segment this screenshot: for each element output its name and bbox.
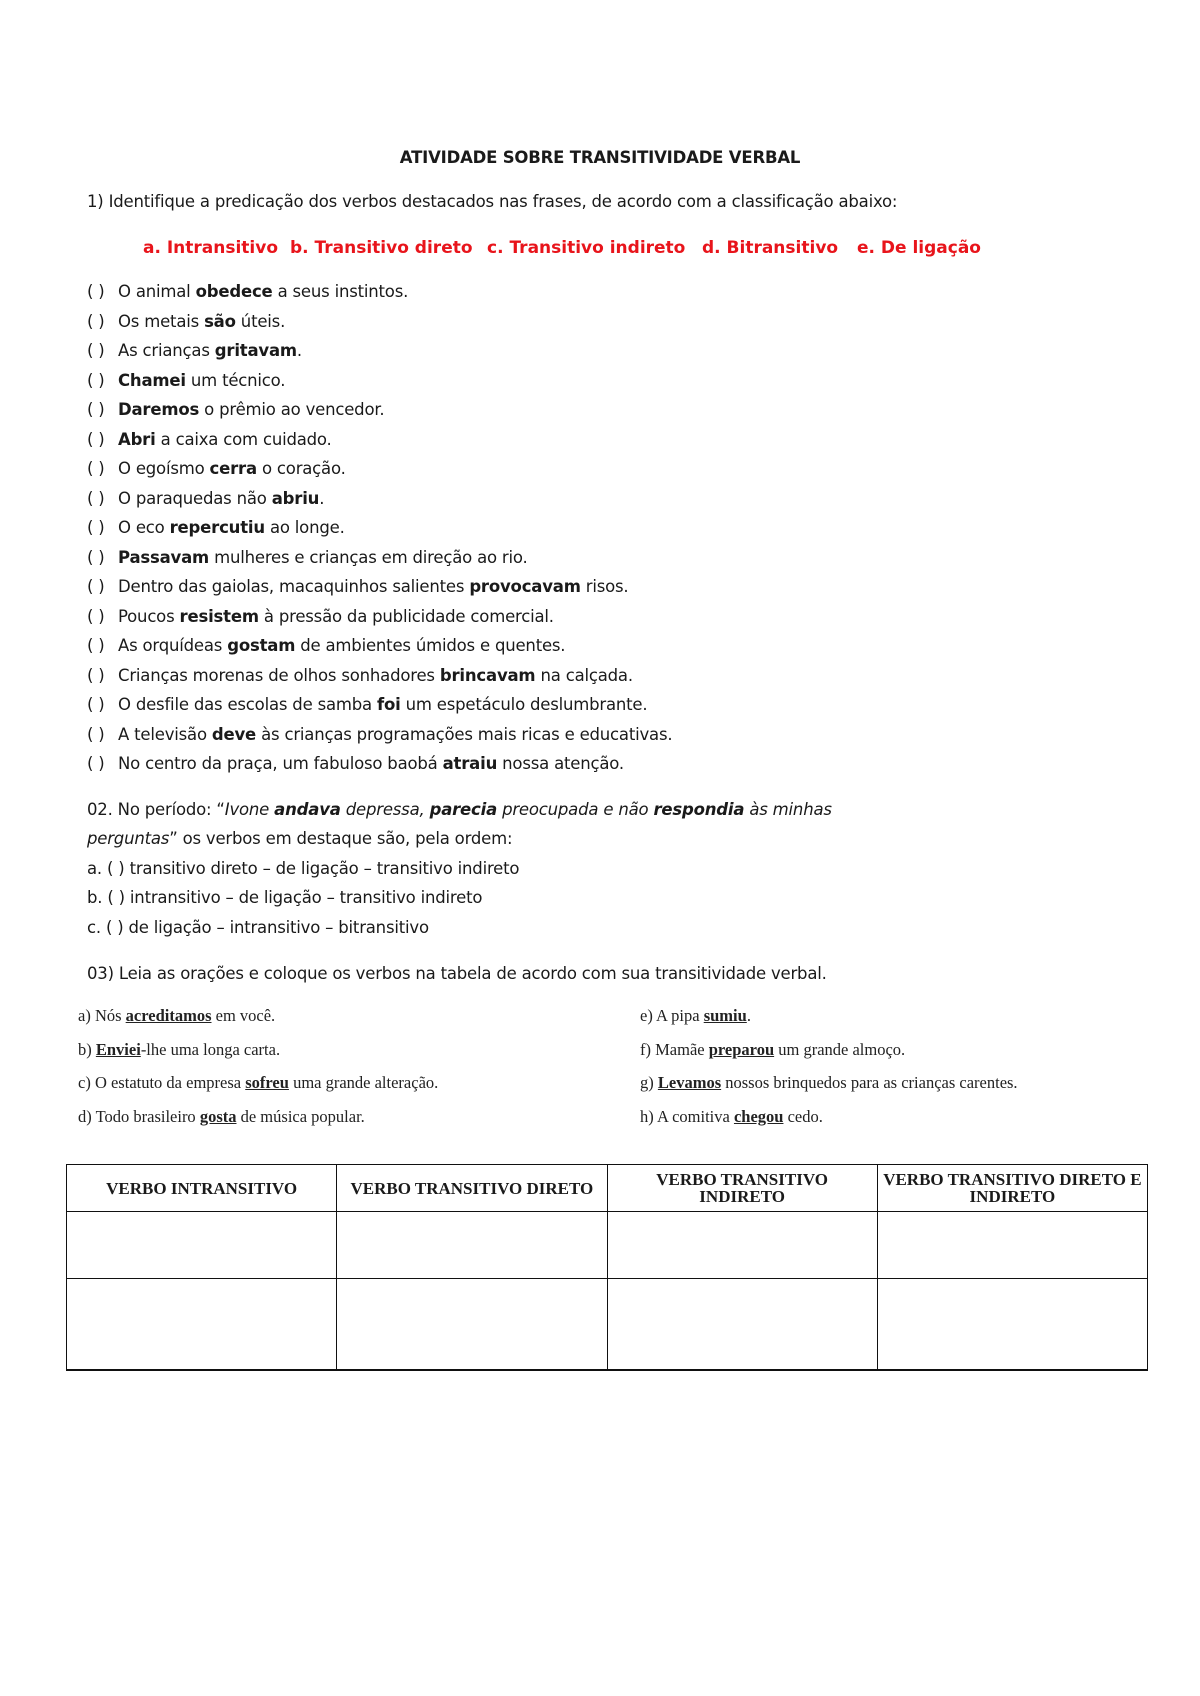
q2-quote-b: depressa, [340, 800, 430, 819]
sentence-text: O animal [118, 282, 196, 301]
table-cell-blank[interactable] [877, 1279, 1147, 1371]
q2-prompt-line1 [87, 800, 832, 819]
sentence-text: b) [78, 1039, 96, 1059]
list-item [87, 459, 346, 478]
sentence-text: úteis. [235, 311, 286, 331]
table-cell-blank[interactable] [337, 1212, 607, 1279]
table-cell-blank[interactable] [877, 1212, 1147, 1279]
sentence-text: uma grande alteração. [288, 1073, 439, 1092]
list-item [87, 371, 285, 390]
sentence-text: de ambientes úmidos e quentes. [295, 636, 566, 655]
header-transitivo-direto-indireto: VERBO TRANSITIVO DIRETO E INDIRETO [877, 1165, 1147, 1212]
list-item [87, 636, 565, 655]
sentence-text: de música popular. [236, 1106, 365, 1126]
q2-quote-e: perguntas [87, 829, 170, 848]
sentence-item [78, 1006, 275, 1026]
sentence-text: . [319, 488, 325, 508]
sentence-text: d) Todo brasileiro [78, 1106, 200, 1126]
highlighted-verb: resistem [179, 606, 259, 626]
table-cell-blank[interactable] [67, 1279, 337, 1371]
answer-blank[interactable]: ( ) [87, 459, 105, 478]
sentence-text: h) A comitiva [640, 1106, 734, 1126]
table-cell-blank[interactable] [67, 1212, 337, 1279]
sentence-text: mulheres e crianças em direção ao rio. [209, 547, 528, 567]
sentence-text: um técnico. [185, 370, 286, 390]
list-item [87, 312, 285, 331]
sentence-text: f) Mamãe [640, 1039, 709, 1059]
q1-prompt: 1) Identifique a predicação dos verbos destacados nas frases, de acordo com a classificação abaixo: [87, 192, 898, 211]
sentence-text: à pressão da publicidade comercial. [258, 606, 554, 626]
sentence-text: Poucos [118, 606, 180, 626]
sentence-text: na calçada. [535, 665, 633, 685]
header-intransitivo: VERBO INTRANSITIVO [67, 1165, 337, 1212]
option-b: b. Transitivo direto [290, 238, 473, 258]
answer-blank[interactable]: ( ) [87, 577, 105, 596]
list-item [87, 430, 332, 449]
list-item [87, 518, 345, 537]
sentence-text: um espetáculo deslumbrante. [400, 695, 648, 714]
sentence-text: O egoísmo [118, 459, 210, 478]
q3-prompt: 03) Leia as orações e coloque os verbos na tabela de acordo com sua transitividade verbal. [87, 964, 827, 983]
sentence-text: . [746, 1006, 751, 1025]
sentence-item [78, 1073, 438, 1093]
highlighted-verb: Abri [118, 429, 156, 449]
verb-table [66, 1164, 1148, 1371]
highlighted-verb: foi [377, 695, 401, 714]
table-cell-blank[interactable] [607, 1212, 877, 1279]
answer-blank[interactable]: ( ) [87, 282, 105, 301]
list-item [87, 577, 628, 596]
list-item [87, 666, 633, 685]
sentence-text: -lhe uma longa carta. [140, 1039, 281, 1059]
q2-option-a: a. ( ) transitivo direto – de ligação – transitivo indireto [87, 859, 520, 878]
answer-blank[interactable]: ( ) [87, 547, 105, 567]
answer-blank[interactable]: ( ) [87, 429, 105, 449]
sentence-text: nossos brinquedos para as crianças carentes. [721, 1073, 1018, 1092]
table-cell-blank[interactable] [337, 1279, 607, 1371]
answer-blank[interactable]: ( ) [87, 341, 105, 360]
answer-blank[interactable]: ( ) [87, 724, 105, 744]
option-c: c. Transitivo indireto [487, 238, 686, 258]
highlighted-verb: gritavam [214, 341, 297, 360]
sentence-text: a caixa com cuidado. [155, 429, 332, 449]
q2-verb-1: andava [274, 800, 341, 819]
sentence-text: g) [640, 1073, 658, 1092]
q2-quote-f: ” os verbos em destaque são, pela ordem: [169, 829, 513, 848]
list-item [87, 695, 647, 714]
sentence-text: a seus instintos. [272, 282, 409, 301]
answer-blank[interactable]: ( ) [87, 665, 105, 685]
list-item [87, 548, 528, 567]
sentence-text: e) A pipa [640, 1006, 704, 1025]
sentence-item [78, 1107, 365, 1127]
sentence-text: a) Nós [78, 1006, 126, 1025]
answer-blank[interactable]: ( ) [87, 518, 105, 537]
underlined-verb: acreditamos [125, 1006, 212, 1025]
highlighted-verb: brincavam [439, 665, 536, 685]
highlighted-verb: atraiu [442, 754, 498, 773]
underlined-verb: Enviei [95, 1039, 141, 1059]
sentence-text: em você. [211, 1006, 276, 1025]
highlighted-verb: Daremos [118, 400, 200, 419]
answer-blank[interactable]: ( ) [87, 488, 105, 508]
q2-prompt-line2 [87, 829, 512, 848]
sentence-item [640, 1073, 1018, 1093]
highlighted-verb: são [204, 311, 236, 331]
sentence-text: O paraquedas não [118, 488, 272, 508]
table-row [67, 1212, 1148, 1279]
answer-blank[interactable]: ( ) [87, 400, 105, 419]
q2-option-b: b. ( ) intransitivo – de ligação – transitivo indireto [87, 888, 483, 907]
sentence-text: Crianças morenas de olhos sonhadores [118, 665, 440, 685]
highlighted-verb: abriu [271, 488, 320, 508]
list-item [87, 282, 408, 301]
sentence-text: O desfile das escolas de samba [118, 695, 377, 714]
option-a: a. Intransitivo [143, 238, 279, 258]
q2-verb-3: respondia [653, 800, 745, 819]
list-item [87, 754, 624, 773]
answer-blank[interactable]: ( ) [87, 754, 105, 773]
list-item [87, 725, 672, 744]
sentence-item [640, 1107, 823, 1127]
q2-verb-2: parecia [429, 800, 498, 819]
header-transitivo-indireto: VERBO TRANSITIVO INDIRETO [607, 1165, 877, 1212]
sentence-text: As crianças [118, 341, 215, 360]
sentence-text: o coração. [256, 459, 346, 478]
sentence-text: c) O estatuto da empresa [78, 1073, 246, 1092]
highlighted-verb: repercutiu [169, 518, 265, 537]
answer-blank[interactable]: ( ) [87, 636, 105, 655]
underlined-verb: Levamos [657, 1073, 722, 1092]
q2-quote-c: preocupada e não [497, 800, 654, 819]
answer-blank[interactable]: ( ) [87, 370, 105, 390]
list-item [87, 489, 324, 508]
highlighted-verb: deve [211, 724, 257, 744]
underlined-verb: preparou [708, 1039, 775, 1059]
sentence-text: o prêmio ao vencedor. [199, 400, 385, 419]
table-cell-blank[interactable] [607, 1279, 877, 1371]
table-row [67, 1279, 1148, 1371]
q2-option-c: c. ( ) de ligação – intransitivo – bitransitivo [87, 918, 429, 937]
sentence-text: cedo. [783, 1106, 823, 1126]
sentence-text: ao longe. [264, 518, 345, 537]
page-title: ATIVIDADE SOBRE TRANSITIVIDADE VERBAL [399, 148, 801, 167]
sentence-text: Dentro das gaiolas, macaquinhos salientes [118, 577, 470, 596]
sentence-item [640, 1040, 905, 1060]
sentence-text: . [296, 341, 302, 360]
sentence-text: No centro da praça, um fabuloso baobá [118, 754, 443, 773]
highlighted-verb: provocavam [469, 577, 581, 596]
option-e: e. De ligação [857, 238, 981, 258]
sentence-item [78, 1040, 280, 1060]
header-transitivo-direto: VERBO TRANSITIVO DIRETO [337, 1165, 607, 1212]
verb-table-header-row [67, 1165, 1148, 1212]
answer-blank[interactable]: ( ) [87, 311, 105, 331]
sentence-item [640, 1006, 751, 1026]
q2-intro: 02. No período: “ [87, 800, 225, 819]
highlighted-verb: Passavam [118, 547, 210, 567]
list-item [87, 341, 302, 360]
option-d: d. Bitransitivo [702, 238, 839, 258]
highlighted-verb: cerra [209, 459, 257, 478]
q2-quote-a: Ivone [224, 800, 275, 819]
sentence-text: um grande almoço. [774, 1039, 906, 1059]
underlined-verb: gosta [199, 1106, 237, 1126]
sentence-text: Os metais [118, 311, 205, 331]
sentence-text: nossa atenção. [497, 754, 624, 773]
sentence-text: O eco [118, 518, 170, 537]
sentence-text: A televisão [118, 724, 212, 744]
underlined-verb: chegou [733, 1106, 784, 1126]
highlighted-verb: Chamei [118, 370, 186, 390]
underlined-verb: sofreu [245, 1073, 289, 1092]
answer-blank[interactable]: ( ) [87, 695, 105, 714]
answer-blank[interactable]: ( ) [87, 606, 105, 626]
underlined-verb: sumiu [703, 1006, 747, 1025]
list-item [87, 607, 554, 626]
sentence-text: risos. [580, 577, 629, 596]
sentence-text: às crianças programações mais ricas e educativas. [256, 724, 673, 744]
sentence-text: As orquídeas [118, 636, 228, 655]
list-item [87, 400, 384, 419]
highlighted-verb: gostam [227, 636, 296, 655]
highlighted-verb: obedece [195, 282, 273, 301]
q2-quote-d: às minhas [744, 800, 832, 819]
